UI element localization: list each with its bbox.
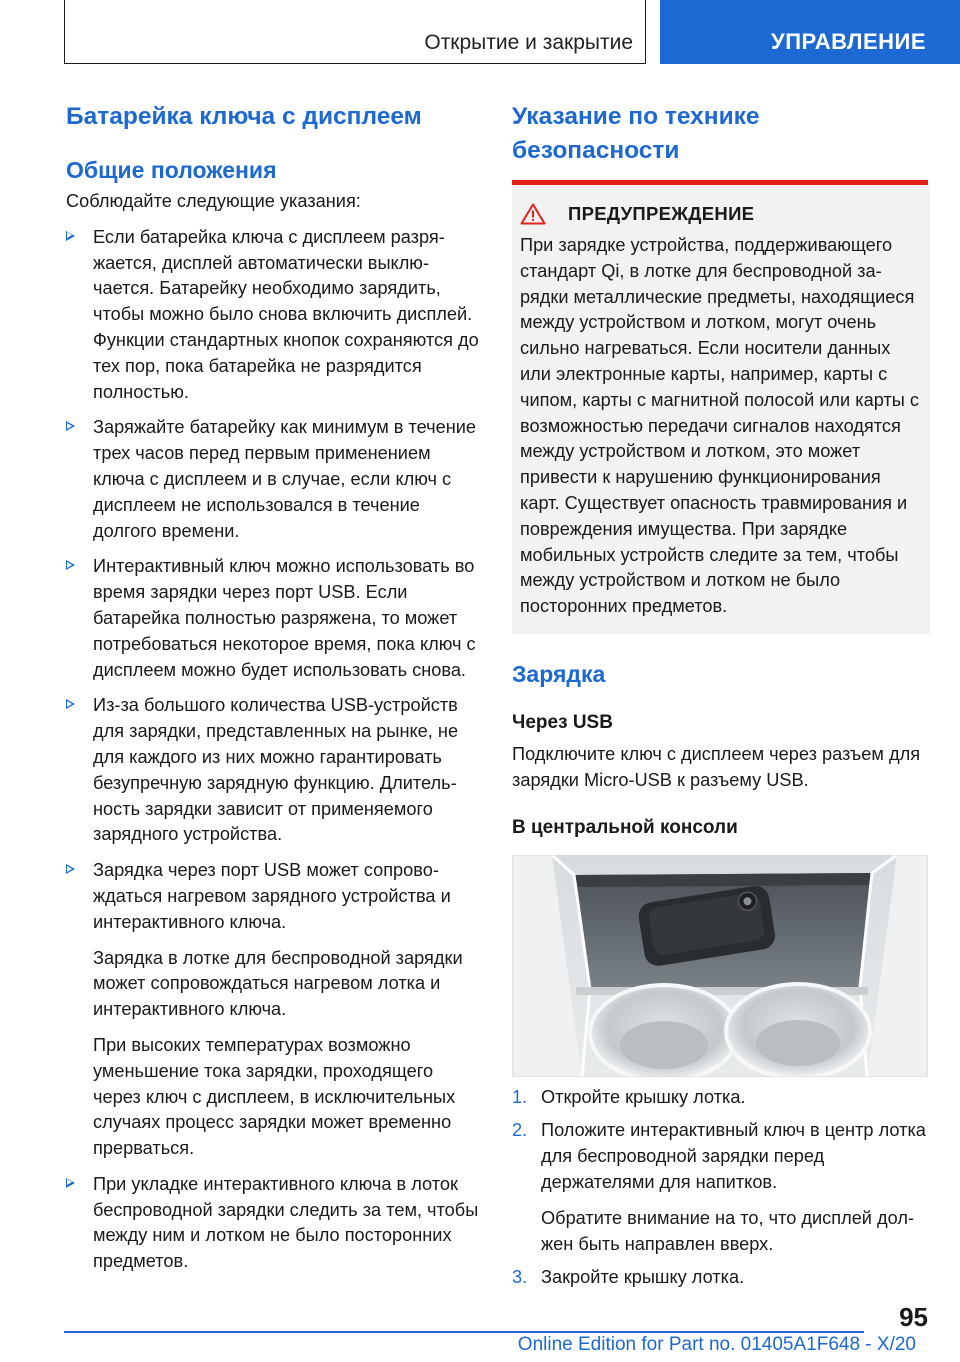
list-item-text: Зарядка через порт USB может сопровождаться нагревом зарядного устройства и интерактивного ключа. (93, 860, 451, 932)
left-column (66, 100, 482, 1275)
list-item-text: Зарядка в лотке для беспроводной зарядки может сопровождаться нагревом лотка и интерактивного ключа. (93, 947, 463, 1020)
header-chapter-label: УПРАВЛЕНИЕ (771, 29, 926, 54)
warning-text: При зарядке устройства, поддерживающего стандарт Qi, в лотке для беспроводной зарядки металлические предметы, находящиеся между устройством и лотком, могут очень сильно нагреваться. Если носители данных или электронные карты, например, карты с чипом, карты с магнитной полосой или карты с возможностью передачи сигналов находятся между устройством и лотком, это может привести к нарушению функционирования карт. Существует опасность травмирования и повреждения имущества. При зарядке мобильных устройств следите за тем, чтобы между устройством и лотком не было посторонних предметов. (520, 235, 919, 617)
footer-edition: Online Edition for Part no. 01405A1F648 - X/20 (517, 1334, 916, 1355)
step-number: 1. (512, 1086, 528, 1107)
intro-text: Соблюдайте следующие указания: (66, 191, 361, 211)
list-item-text: Из-за большого количества USB-устройств для зарядки, представленных на рынке, не для каждого из них можно гарантировать безупречную зарядную функцию. Длительность зарядки зависит от применяемого зарядного устройства. (93, 695, 459, 845)
list-item (512, 1118, 930, 1257)
header-chapter-tab (660, 0, 960, 64)
usb-text: Подключите ключ с дисплеем через разъем для зарядки Micro-USB к разъему USB. (512, 743, 921, 790)
list-item-text: При укладке интерактивного ключа в лоток беспроводной зарядки следить за тем, чтобы между ним и лотком не было посторонних предметов. (93, 1173, 479, 1272)
list-item (512, 1265, 930, 1291)
list-item-text: При высоких температурах возможно уменьшение тока зарядки, проходящего через ключ с дисплеем, в исключительных случаях процесс зарядки может временно прерваться. (93, 1034, 456, 1159)
steps-list (512, 1085, 930, 1292)
triangle-bullet-icon (66, 699, 75, 709)
step-number: 3. (512, 1267, 528, 1288)
list-item (66, 415, 482, 544)
list-item (66, 225, 482, 406)
list-item-text: Интерактивный ключ можно использовать во время зарядки через порт USB. Если батарейка полностью разряжена, то может потребоваться некоторое время, пока ключ с дисплеем можно будет использовать снова. (93, 556, 476, 680)
triangle-bullet-icon (66, 560, 75, 570)
warning-header (520, 197, 922, 231)
step-text: Закройте крышку лотка. (541, 1267, 745, 1288)
header-section-title: Открытие и закрытие (424, 31, 633, 54)
battery-heading: Батарейка ключа с дисплеем (66, 103, 422, 130)
list-item-text: Заряжайте батарейку как минимум в течение трех часов перед первым применением ключа с дисплеем и в случае, если ключ с дисплеем не использовался в течение долгого времени. (93, 417, 477, 541)
charging-heading: Зарядка (512, 660, 606, 687)
step-text: Обратите внимание на то, что дисплей должен быть направлен вверх. (541, 1207, 915, 1254)
triangle-bullet-icon (66, 864, 75, 874)
list-item (66, 1172, 482, 1275)
list-item (66, 858, 482, 1162)
console-heading: В центральной консоли (512, 816, 738, 838)
notes-list (66, 225, 482, 1275)
list-item-text: Если батарейка ключа с дисплеем разряжается, дисплей автоматически выключается. Батарейку необходимо зарядить, чтобы можно было снова включить дисплей. Функции стандартных кнопок сохраняются до тех пор, пока батарейка не разрядится полностью. (93, 226, 479, 402)
footer-rule (64, 1331, 864, 1333)
warning-title: ПРЕДУПРЕЖДЕНИЕ (568, 203, 755, 224)
page-number: 95 (899, 1302, 928, 1332)
general-subheading: Общие положения (66, 157, 277, 183)
list-item (66, 554, 482, 683)
triangle-bullet-icon (66, 421, 75, 431)
safety-heading: Указание по технике безопасности (512, 103, 760, 164)
triangle-bullet-icon (66, 1178, 75, 1188)
header-section-box (64, 0, 646, 64)
usb-heading: Через USB (512, 711, 613, 733)
warning-triangle-icon (520, 203, 546, 225)
center-console-photo (512, 855, 928, 1077)
step-text: Откройте крышку лотка. (541, 1086, 746, 1107)
step-text: Положите интерактивный ключ в центр лотка для беспроводной зарядки перед держателями для напитков. (541, 1120, 926, 1192)
warning-box (512, 185, 930, 634)
list-item (66, 693, 482, 848)
triangle-bullet-icon (66, 231, 75, 241)
step-number: 2. (512, 1120, 528, 1141)
right-column (512, 100, 930, 1291)
list-item (512, 1085, 930, 1111)
